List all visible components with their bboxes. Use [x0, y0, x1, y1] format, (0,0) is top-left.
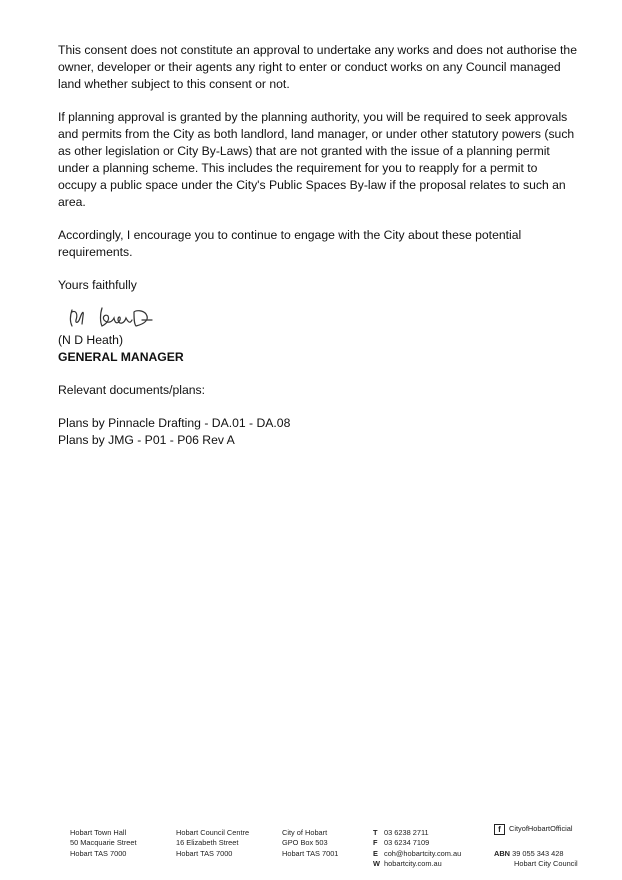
facebook-handle: CityofHobartOfficial	[509, 824, 573, 834]
document-item: Plans by Pinnacle Drafting - DA.01 - DA.08	[58, 416, 291, 430]
facebook-link[interactable]	[494, 824, 578, 835]
contact-website[interactable]: W hobartcity.com.au	[373, 859, 442, 869]
paragraph-engage: Accordingly, I encourage you to continue to engage with the City about these potential requirements.	[58, 228, 522, 259]
contact-fax: F 03 6234 7109	[373, 838, 430, 848]
closing: Yours faithfully	[58, 278, 137, 292]
documents-heading: Relevant documents/plans:	[58, 383, 206, 397]
signature-image	[58, 302, 578, 332]
footer-council-centre: Hobart Council Centre 16 Elizabeth Street Hobart TAS 7000	[176, 828, 250, 858]
abn-entity: Hobart City Council	[514, 859, 578, 869]
footer-postal-address: City of Hobart GPO Box 503 Hobart TAS 7001	[282, 828, 339, 858]
signatory-title: GENERAL MANAGER	[58, 350, 184, 364]
document-item: Plans by JMG - P01 - P06 Rev A	[58, 433, 235, 447]
contact-phone: T 03 6238 2711	[373, 828, 429, 837]
footer-contacts	[373, 828, 461, 870]
footer-town-hall: Hobart Town Hall 50 Macquarie Street Hobart TAS 7000	[70, 828, 137, 858]
facebook-icon: f	[494, 824, 505, 835]
paragraph-consent: This consent does not constitute an approval to undertake any works and does not authorise the owner, developer or their agents any right to enter or conduct works on any Council managed land whether subject to this consent or not.	[58, 43, 577, 91]
paragraph-approvals: If planning approval is granted by the planning authority, you will be required to seek approvals and permits from the City as both landlord, land manager, or under other statutory powers (such as other legislation or City By-Laws) that are not granted with the issue of a planning permit under a planning scheme. This includes the requirement for you to reapply for a permit to occupy a public space under the City's Public Spaces By-law if the proposal relates to such an area.	[58, 110, 575, 209]
footer-social-abn	[494, 824, 578, 870]
letterhead-footer	[70, 822, 590, 872]
contact-email[interactable]: E coh@hobartcity.com.au	[373, 848, 462, 858]
letter-body	[58, 42, 578, 449]
abn-line: ABN 39 055 343 428	[494, 849, 564, 858]
signatory-name: (N D Heath)	[58, 333, 124, 347]
